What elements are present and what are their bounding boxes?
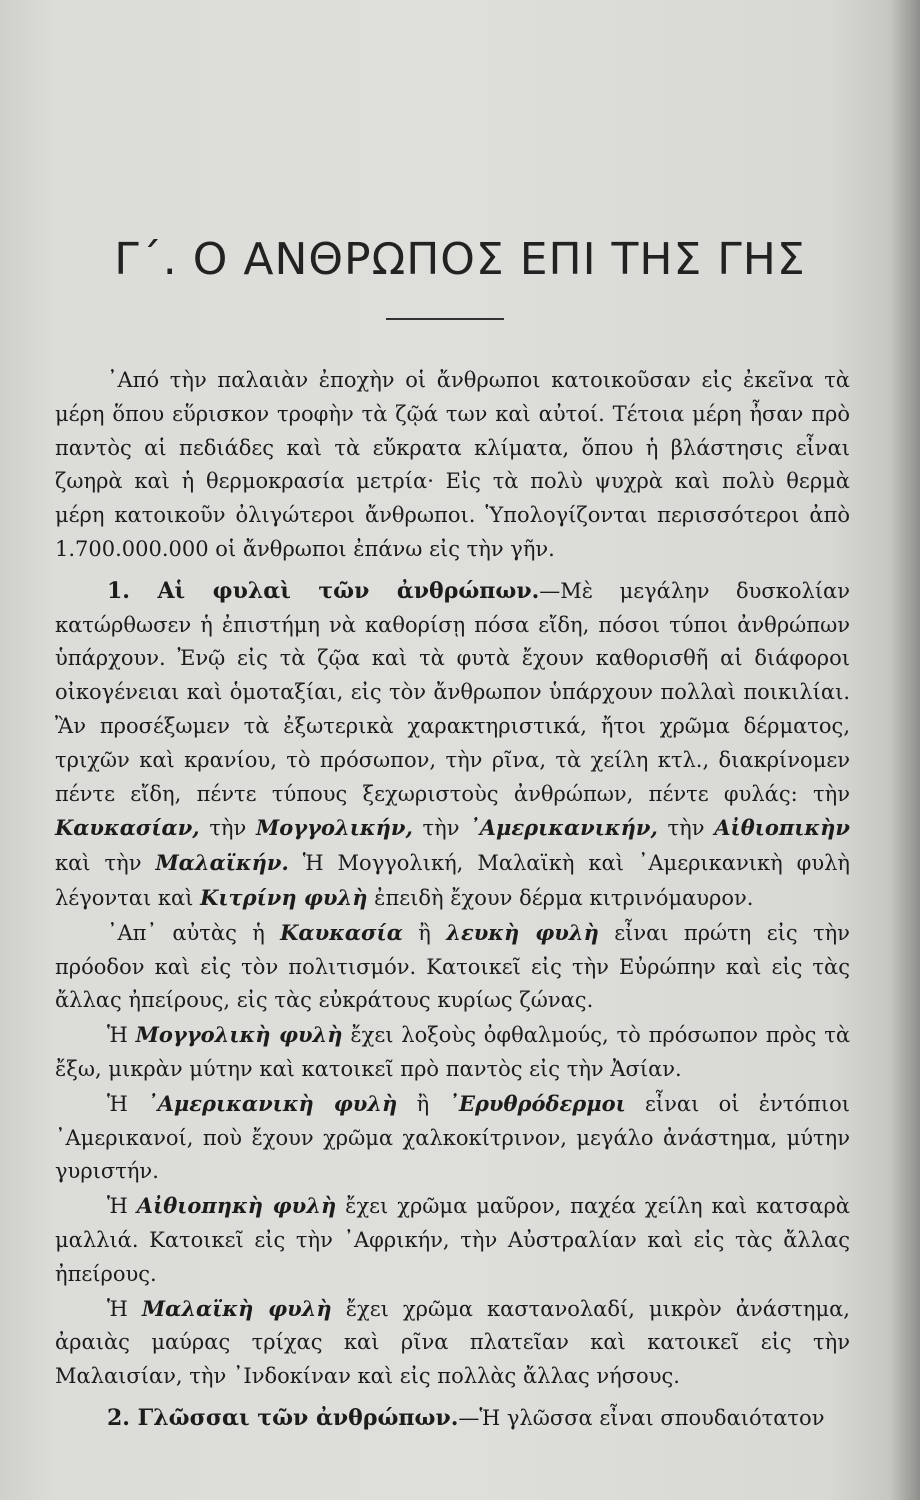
caucasian-paragraph	[55, 916, 850, 1018]
malay-name: Μαλαϊκὴ φυλὴ	[141, 1295, 332, 1321]
redskins-name: ᾿Ερυθρόδερμοι	[448, 1090, 626, 1116]
race-american: ᾿Αμερικανικήν,	[469, 815, 658, 841]
page-body	[55, 364, 850, 1436]
ethiopian-text: ἔχει χρῶμα μαῦρον, παχέα χείλη καὶ κατσαρὰ μαλλιά. Κατοικεῖ εἰς τὴν ᾿Αφρικήν, τὴν Αὐστραλίαν καὶ εἰς τὰς ἄλλας ἠπείρους.	[55, 1194, 850, 1286]
section-1-text-b: τὴν	[209, 816, 247, 841]
title-divider	[386, 318, 504, 320]
malay-pre: Ἡ	[107, 1296, 128, 1321]
white-race: λευκὴ φυλὴ	[446, 919, 599, 945]
american-text: εἶναι οἱ ἐντόπιοι ᾿Αμερικανοί, ποὺ ἔχουν χρῶμα χαλκοκίτρινον, μεγάλο ἀνάστημα, μύτην γυριστήν.	[55, 1091, 850, 1184]
american-name: ᾿Αμερικανικὴ φυλὴ	[147, 1090, 398, 1116]
ethiopian-pre: Ἡ	[107, 1194, 128, 1219]
american-paragraph	[55, 1087, 850, 1189]
malay-text: ἔχει χρῶμα καστανολαδί, μικρὸν ἀνάστημα, ἀραιὰς μαύρας τρίχας καὶ ρῖνα πλατεῖαν καὶ κατοικεῖ εἰς τὴν Μαλαισίαν, τὴν ᾿Ινδοκίναν καὶ εἰς πολλὰς ἄλλας νήσους.	[55, 1296, 850, 1389]
ethiopian-paragraph	[55, 1189, 850, 1291]
chapter-title: Γ΄. Ο ΑΝΘΡΩΠΟΣ ΕΠΙ ΤΗΣ ΓΗΣ	[114, 234, 806, 285]
section-1-text-d: τὴν	[667, 816, 705, 841]
section-1-text-e: καὶ τὴν	[55, 851, 142, 876]
race-malay: Μαλαϊκήν.	[155, 850, 289, 876]
race-ethiopian: Αἰθιοπικὴν	[714, 815, 850, 841]
caucasian-name: Καυκασία	[280, 919, 403, 945]
race-caucasian: Καυκασίαν,	[55, 815, 200, 841]
american-pre: Ἡ	[107, 1091, 128, 1116]
section-2-heading: 2. Γλῶσσαι τῶν ἀνθρώπων.	[107, 1404, 459, 1431]
mongolian-name: Μογγολικὴ φυλὴ	[135, 1022, 343, 1048]
section-2-paragraph	[55, 1402, 850, 1436]
american-mid: ἢ	[416, 1091, 430, 1116]
ethiopian-name: Αἰθιοπηκὴ φυλὴ	[136, 1193, 337, 1219]
section-1-text-c: τὴν	[422, 816, 460, 841]
section-1-text-g: ἐπειδὴ ἔχουν δέρμα κιτρινόμαυρον.	[374, 885, 754, 910]
section-1-paragraph	[55, 575, 850, 916]
section-2-text: —Ἡ γλῶσσα εἶναι σπουδαιότατον	[458, 1405, 825, 1430]
mongolian-text: ἔχει λοξοὺς ὀφθαλμούς, τὸ πρόσωπον πρὸς τὰ ἔξω, μικρὰν μύτην καὶ κατοικεῖ πρὸ παντὸς εἰς τὴν Ἀσίαν.	[55, 1023, 850, 1081]
section-1-text-a: —Μὲ μεγάλην δυσκολίαν κατώρθωσεν ἡ ἐπιστήμη νὰ καθορίσῃ πόσα εἴδη, πόσοι τύποι ἀνθρώπων ὑπάρχουν. Ἐνῷ εἰς τὰ ζῷα καὶ τὰ φυτὰ ἔχουν καθορισθῆ αἱ διάφοροι οἰκογένειαι καὶ ὁμοταξίαι, εἰς τὸν ἄνθρωπον ὑπάρχουν πολλαὶ ποικιλίαι. Ἂν προσέξωμεν τὰ ἐξωτερικὰ χαρακτηριστικά, ἤτοι χρῶμα δέρματος, τριχῶν καὶ κρανίου, τὸ πρόσωπον, τὴν ρῖνα, τὰ χείλη κτλ., διακρίνομεν πέντε εἴδη, πέντε τύπους ξεχωριστοὺς ἀνθρώπων, πέντε φυλάς: τὴν	[55, 578, 850, 806]
mongolian-paragraph	[55, 1018, 850, 1087]
yellow-race: Κιτρίνη φυλὴ	[200, 884, 368, 910]
intro-paragraph: ᾿Από τὴν παλαιὰν ἐποχὴν οἱ ἄνθρωποι κατοικοῦσαν εἰς ἐκεῖνα τὰ μέρη ὅπου εὕρισκον τροφὴν τὰ ζῷά των καὶ αὐτοί. Τέτοια μέρη ἦσαν πρὸ παντὸς αἱ πεδιάδες καὶ τὰ εὔκρατα κλίματα, ὅπου ἡ βλάστησις εἶναι ζωηρὰ καὶ ἡ θερμοκρασία μετρία· Εἰς τὰ πολὺ ψυχρὰ καὶ πολὺ θερμὰ μέρη κατοικοῦν ὀλιγώτεροι ἄνθρωποι. Ὑπολογίζονται περισσότεροι ἀπὸ 1.700.000.000 οἱ ἄνθρωποι ἐπάνω εἰς τὴν γῆν.	[55, 368, 850, 561]
caucasian-text: εἶναι πρώτη εἰς τὴν πρόοδον καὶ εἰς τὸν πολιτισμόν. Κατοικεῖ εἰς τὴν Εὐρώπην καὶ εἰς τὰς ἄλλας ἠπείρους, εἰς τὰς εὐκράτους κυρίως ζώνας.	[55, 920, 850, 1013]
malay-paragraph	[55, 1292, 850, 1394]
race-mongolian: Μογγολικήν,	[256, 815, 413, 841]
mongolian-pre: Ἡ	[107, 1023, 128, 1048]
page-edge-shadow	[890, 0, 920, 1500]
caucasian-pre: ᾿Απ᾿ αὐτὰς ἡ	[107, 920, 265, 945]
section-1-text-f: Ἡ Μογγολική, Μαλαϊκὴ καὶ ᾿Αμερικανικὴ φυλὴ λέγονται καὶ	[55, 851, 850, 910]
section-1-heading: 1. Αἱ φυλαὶ τῶν ἀνθρώπων.	[107, 577, 540, 604]
caucasian-mid: ἢ	[418, 920, 431, 945]
